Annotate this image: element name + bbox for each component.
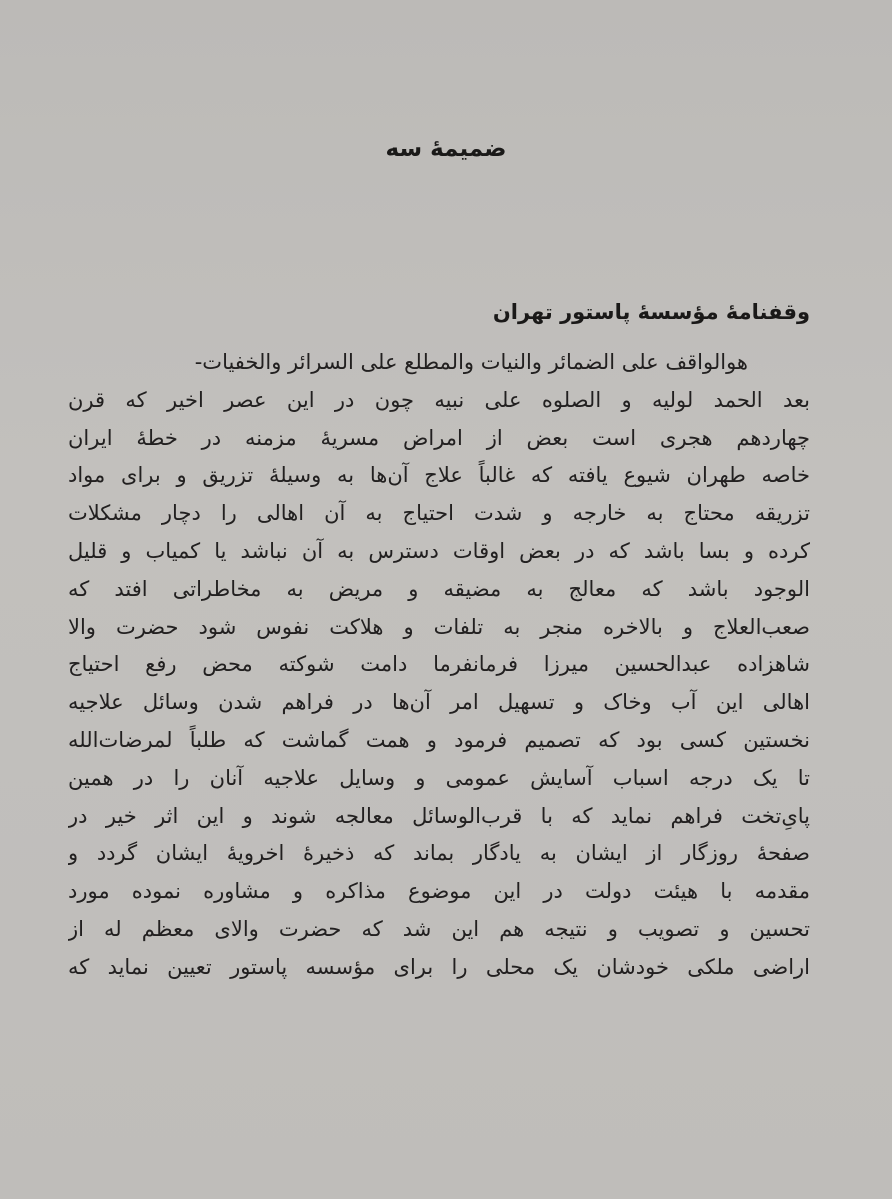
body-line: اهالی این آب وخاک و تسهیل امر آن‌ها در فراهم شدن وسائل علاجیه <box>68 690 810 715</box>
body-line: هوالواقف علی الضمائر والنیات والمطلع علی السرائر والخفیات- <box>194 350 748 374</box>
body-line: کرده و بسا باشد که در بعض اوقات دسترس به آن نباشد یا کمیاب و قلیل <box>68 538 810 563</box>
body-line: تا یک درجه اسباب آسایش عمومی و وسایل علاجیه آنان را در همین <box>68 765 810 790</box>
body-line: چهاردهم هجری است بعض از امراض مسریهٔ مزمنه در خطهٔ ایران <box>68 425 810 450</box>
body-line: بعد الحمد لولیه و الصلوه علی نبیه چون در این عصر اخیر که قرن <box>68 387 810 412</box>
appendix-title: ضمیمهٔ سه <box>385 136 507 162</box>
body-line: صفحهٔ روزگار از ایشان به یادگار بماند که ذخیرهٔ اخرویهٔ ایشان گردد و <box>68 841 810 866</box>
body-line: تحسین و تصویب و نتیجه هم این شد که حضرت والای معظم له از <box>68 916 810 941</box>
body-line: تزریقه محتاج به خارجه و شدت احتیاج به آن اهالی را دچار مشکلات <box>68 501 810 526</box>
body-text <box>68 344 810 987</box>
body-line: پایِ‌تخت فراهم نماید که با قرب‌الوسائل معالجه شوند و این اثر خیر در <box>68 803 810 828</box>
body-line: اراضی ملکی خودشان یک محلی را برای مؤسسه پاستور تعیین نماید که <box>68 954 810 979</box>
body-line: صعب‌العلاج و بالاخره منجر به تلفات و هلاکت نفوس شود حضرت والا <box>68 614 810 639</box>
body-line: شاهزاده عبدالحسین میرزا فرمانفرما دامت شوکته محض رفع احتیاج <box>68 652 810 677</box>
body-line: نخستین کسی بود که تصمیم فرمود و همت گماشت که طلباً لمرضات‌الله <box>68 727 810 752</box>
body-line: الوجود باشد که معالج به مضیقه و مریض به مخاطراتی افتد که <box>68 576 810 601</box>
document-heading: وقفنامهٔ مؤسسهٔ پاستور تهران <box>492 300 810 324</box>
body-line: خاصه طهران شیوع یافته که غالباً علاج آن‌ها به وسیلهٔ تزریق و برای مواد <box>68 463 810 488</box>
body-line: مقدمه با هیئت دولت در این موضوع مذاکره و مشاوره نموده مورد <box>68 879 810 904</box>
